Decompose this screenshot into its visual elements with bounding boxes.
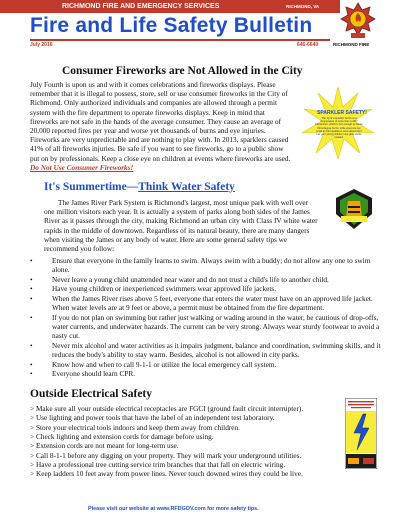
fireworks-heading: Consumer Fireworks are Not Allowed in the City bbox=[62, 65, 303, 77]
issue-date: July 2016 bbox=[30, 42, 53, 48]
list-item: > Keep ladders 10 feet away from power lines. Never touch downed wires they could be live. bbox=[30, 469, 303, 479]
list-item: • Have young children or inexperienced swimmers wear approved life jackets. bbox=[30, 284, 382, 293]
list-item: > Have a professional tree cutting service trim branches that that fall on electric wiring. bbox=[30, 460, 286, 470]
list-item: > Check lighting and extension cords for damage before using. bbox=[30, 432, 214, 442]
bulletin-title: Fire and Life Safety Bulletin bbox=[30, 14, 313, 37]
fire-department-emblem-icon bbox=[340, 2, 376, 40]
footer-note: Please visit our website at www.RFDGOV.com for more safety tips. bbox=[88, 506, 259, 512]
electricity-safety-poster-icon bbox=[345, 398, 377, 469]
fireworks-paragraph bbox=[30, 80, 292, 172]
list-item: > Call 8-1-1 before any digging on your property. They will mark your underground utilities. bbox=[30, 450, 302, 460]
list-item: • Know how and when to call 9-1-1 or utilize the local emergency call system. bbox=[30, 360, 382, 369]
header-bar bbox=[0, 0, 340, 13]
fireworks-body: July Fourth is upon us and with it comes celebrations and fireworks displays. Please remember that it is illegal to possess, store, sell or use consumer fireworks in the City of Richmond. Only authorized individuals and companies are allowed through a permit system with the fire department to operate fireworks displays. Keep in mind that fireworks are not safe in the hands of the average consumer. They cause an average of 20,000 reported fires per year and worse yet thousands of burns and eye injuries. Fireworks are very unpredictable and are nothing to play with. In 2013, sparklers caused 41% of all fireworks injuries. Be safe if you want to see fireworks, go to a public show put on by professionals. Keep a close eye on children at events where fireworks are used. bbox=[30, 80, 291, 163]
think-water-safety-link[interactable]: Think Water Safety bbox=[138, 181, 235, 193]
title-divider bbox=[30, 39, 330, 41]
fireworks-warning: Do Not Use Consumer Fireworks! bbox=[30, 162, 134, 172]
water-safety-tips bbox=[30, 256, 382, 378]
list-item: • Everyone should learn CPR. bbox=[30, 369, 382, 378]
water-heading-prefix: It's Summertime— bbox=[44, 181, 139, 193]
water-safety-heading bbox=[44, 181, 235, 193]
sparkler-safety-title: SPARKLER SAFETY! bbox=[317, 110, 367, 116]
list-item: > Extension cords are not meant for long-term use. bbox=[30, 441, 179, 451]
list-item: > Make sure all your outside electrical receptacles are FGCI (ground fault circuit interrupter). bbox=[30, 404, 304, 413]
electrical-safety-heading: Outside Electrical Safety bbox=[30, 388, 153, 400]
list-item: • Never leave a young child unattended near water and do not trust a child's life to another child. bbox=[30, 275, 382, 284]
list-item: • Never mix alcohol and water activities as it impairs judgment, balance and coordination, swimming skills, and it reduces the body's ability to stay warm. Besides, alcohol is not allowed in city parks. bbox=[30, 341, 382, 359]
bulletin-header bbox=[0, 0, 401, 58]
water-safety-paragraph: The James River Park System is Richmond's largest, most unique park with well over one million visitors each year. It is actually a system of parks along both sides of the James River as it passes through the city, making Richmond an urban city with Class IV white water rapids in the middle of downtown. Regardless of its natural beauty, there are many dangers when visiting the James or any body of water. Here are some general safety tips we recommend you follow: bbox=[44, 198, 318, 254]
list-item: > Store your electrical tools indoors and keep them away from children. bbox=[30, 422, 240, 432]
list-item: • If you do not plan on swimming but rather just walking or wading around in the water, be cautious of drop-offs, water currents, and underwater hazards. The current can be very strong. Always wear sturdy footwear to avoid a nasty cut. bbox=[30, 313, 382, 341]
wear-it-life-jacket-icon bbox=[334, 188, 374, 230]
list-item: • When the James River rises above 5 feet, everyone that enters the water must have on an approved life jacket. When water levels are at 9 feet or above, a permit must be obtained from the fire department. bbox=[30, 294, 382, 312]
electrical-safety-tips bbox=[30, 404, 338, 479]
organization-name: RICHMOND FIRE AND EMERGENCY SERVICES bbox=[62, 3, 220, 10]
sparkler-safety-text: The tip of a sparkler burns at a temperature of more than 1,200° Fahrenheit, which is hot enough to cause third-degree burns. Little ones are too small to hold sparklers. How about this? Let your young children use glow sticks instead. bbox=[315, 117, 363, 140]
list-item: > Use lighting and power tools that have the label of an independent test laboratory. bbox=[30, 413, 275, 423]
phone-number: 646-6640 bbox=[297, 42, 319, 48]
emblem-caption: RICHMOND FIRE bbox=[333, 42, 370, 47]
city-name: RICHMOND, VA bbox=[286, 4, 320, 9]
list-item: • Ensure that everyone in the family learns to swim. Always swim with a buddy; do not allow any one to swim alone. bbox=[30, 256, 382, 274]
